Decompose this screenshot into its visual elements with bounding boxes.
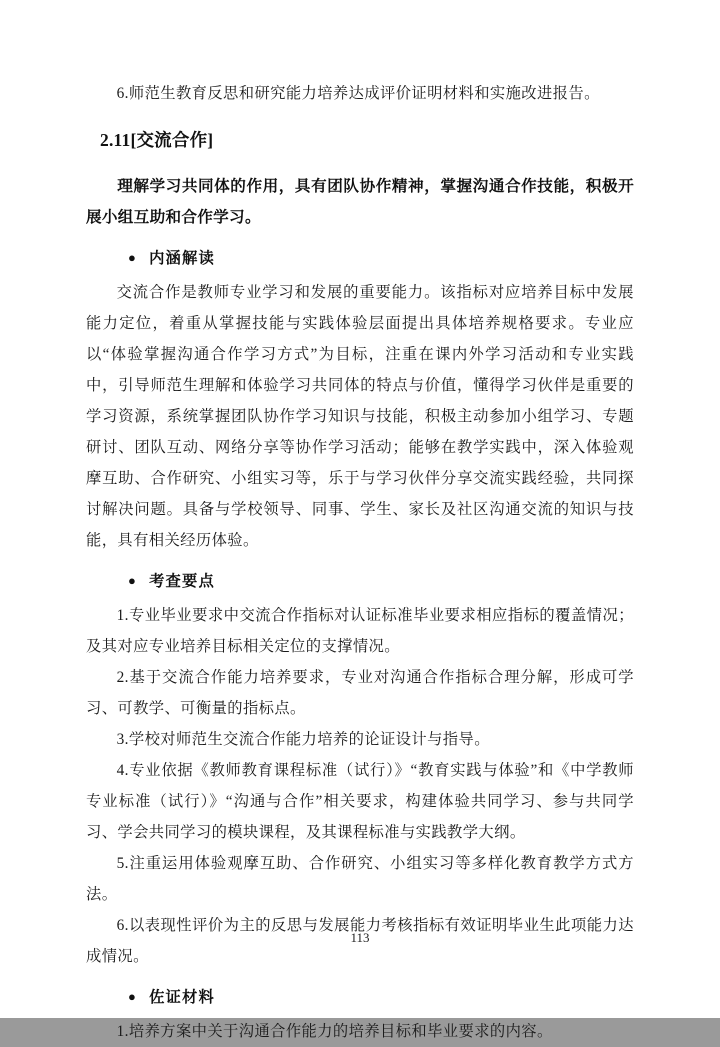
- subsection-title-connotation: [86, 243, 634, 275]
- list-item: 1.培养方案中关于沟通合作能力的培养目标和毕业要求的内容。: [116, 1023, 553, 1040]
- list-item: 6.以表现性评价为主的反思与发展能力考核指标有效证明毕业生此项能力达成情况。: [86, 917, 634, 965]
- carryover-list-item: 6.师范生教育反思和研究能力培养达成评价证明材料和实施改进报告。: [116, 85, 600, 102]
- subsection-title-evidence-materials: [86, 982, 634, 1014]
- bullet-icon: ●: [128, 249, 138, 265]
- subsection-label: 佐证材料: [149, 989, 216, 1006]
- list-item: 1.专业毕业要求中交流合作指标对认证标准毕业要求相应指标的覆盖情况；及其对应专业培养目标相关定位的支撑情况。: [86, 607, 634, 655]
- bullet-icon: ●: [128, 988, 138, 1004]
- list-item: 3.学校对师范生交流合作能力培养的论证设计与指导。: [116, 731, 490, 748]
- section-heading: 2.11[交流合作]: [100, 130, 214, 150]
- subsection-title-review-points: [86, 566, 634, 598]
- subsection-evidence-materials: [86, 982, 634, 1047]
- paragraph: 交流合作是教师专业学习和发展的重要能力。该指标对应培养目标中发展能力定位，着重从掌握技能与实践体验层面提出具体培养规格要求。专业应以“体验掌握沟通合作学习方式”为目标，注重在课内外学习活动和专业实践中，引导师范生理解和体验学习共同体的特点与价值，懂得学习伙伴是重要的学习资源，系统掌握团队协作学习知识与技能，积极主动参加小组学习、专题研讨、团队互动、网络分享等协作学习活动；能够在教学实践中，深入体验观摩互助、合作研究、小组实习等，乐于与学习伙伴分享交流实践经验，共同探讨解决问题。具备与学校领导、同事、学生、家长及社区沟通交流的知识与技能，具有相关经历体验。: [86, 284, 634, 549]
- subsection-label: 考查要点: [149, 573, 216, 590]
- list-item: 2.基于交流合作能力培养要求，专业对沟通合作指标合理分解，形成可学习、可教学、可衡量的指标点。: [86, 669, 634, 717]
- list-item: 4.专业依据《教师教育课程标准（试行）》“教育实践与体验”和《中学教师专业标准（试行）》“沟通与合作”相关要求，构建体验共同学习、参与共同学习、学会共同学习的模块课程，及其课程标准与实践教学大纲。: [86, 762, 634, 841]
- page-content: [86, 78, 634, 1047]
- subsection-label: 内涵解读: [149, 250, 216, 267]
- bullet-icon: ●: [128, 572, 138, 588]
- subsection-connotation: [86, 243, 634, 556]
- subsection-review-points: [86, 566, 634, 972]
- page-number: 113: [350, 930, 370, 945]
- list-item: 5.注重运用体验观摩互助、合作研究、小组实习等多样化教育教学方式方法。: [86, 855, 634, 903]
- section-lead-paragraph: 理解学习共同体的作用，具有团队协作精神，掌握沟通合作技能，积极开展小组互助和合作学习。: [86, 178, 634, 226]
